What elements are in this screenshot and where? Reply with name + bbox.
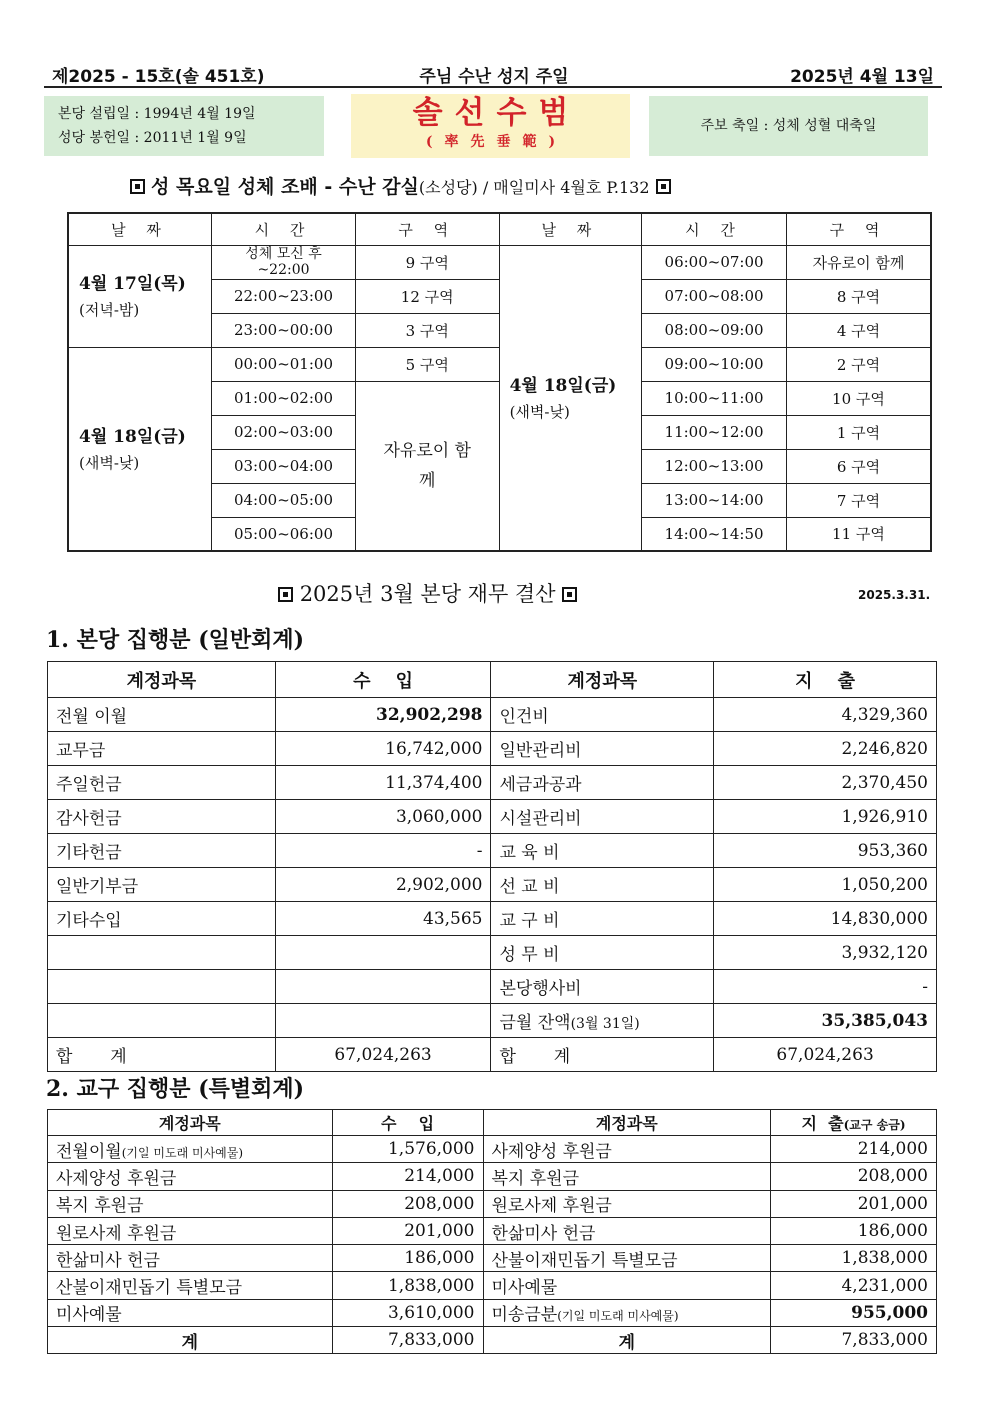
time-cell: 23:00~00:00 [212, 313, 356, 347]
date-cell: 4월 17일(목) (저녁-밤) [68, 245, 212, 347]
square-bullet-icon [278, 587, 293, 602]
table-row: 교무금 16,742,000 일반관리비 2,246,820 [48, 732, 937, 766]
patron-feast-box: 주보 축일 : 성체 성혈 대축일 [649, 96, 928, 156]
time-cell: 04:00~05:00 [212, 483, 356, 517]
bulletin-date: 2025년 4월 13일 [790, 67, 934, 87]
table-row: 원로사제 후원금 201,000 한삶미사 헌금 186,000 [48, 1217, 937, 1244]
time-cell: 11:00~12:00 [642, 415, 787, 449]
table-row: 한삶미사 헌금 186,000 산불이재민돕기 특별모금 1,838,000 [48, 1245, 937, 1272]
finance-as-of-date: 2025.3.31. [858, 588, 931, 602]
total-row: 합 계 67,024,263 합 계 67,024,263 [48, 1038, 937, 1072]
table-row: 미사예물 3,610,000 미송금분(기일 미도래 미사예물) 955,000 [48, 1299, 937, 1326]
table-row: 사제양성 후원금 214,000 복지 후원금 208,000 [48, 1163, 937, 1190]
free-zone-cell: 자유로이 함께 [355, 381, 499, 551]
square-bullet-icon [562, 587, 577, 602]
table-row: 기타헌금 - 교 육 비 953,360 [48, 834, 937, 868]
date-cell: 4월 18일(금) (새벽-낮) [68, 347, 212, 551]
zone-cell: 11 구역 [786, 517, 931, 551]
dedication-date: 성당 봉헌일 : 2011년 1월 9일 [58, 130, 247, 146]
zone-cell: 자유로이 함께 [786, 245, 931, 279]
time-cell: 14:00~14:50 [642, 517, 787, 551]
zone-cell: 5 구역 [355, 347, 499, 381]
time-cell: 05:00~06:00 [212, 517, 356, 551]
time-cell: 01:00~02:00 [212, 381, 356, 415]
feast-name: 주님 수난 성지 주일 [419, 67, 569, 87]
time-cell: 03:00~04:00 [212, 449, 356, 483]
date-cell: 4월 18일(금) (새벽-낮) [499, 245, 642, 551]
table-header-row: 계정과목 수 입 계정과목 지 출 [48, 662, 937, 698]
square-bullet-icon [130, 179, 145, 194]
table-header-row: 계정과목 수 입 계정과목 지 출(교구 송금) [48, 1110, 937, 1136]
time-cell: 00:00~01:00 [212, 347, 356, 381]
table-row: 전월이월(기일 미도래 미사예물) 1,576,000 사제양성 후원금 214,000 [48, 1136, 937, 1163]
table-row [68, 245, 931, 279]
zone-cell: 7 구역 [786, 483, 931, 517]
adoration-title: 성 목요일 성체 조배 - 수난 감실(소성당) / 매일미사 4월호 P.132 [130, 172, 671, 199]
total-row: 계 7,833,000 계 7,833,000 [48, 1327, 937, 1354]
table-row: 기타수입 43,565 교 구 비 14,830,000 [48, 902, 937, 936]
motto-hangul: 솔선수범 [412, 95, 581, 131]
special-account-heading: 2. 교구 집행분 (특별회계) [46, 1076, 305, 1102]
square-bullet-icon [656, 179, 671, 194]
time-cell: 12:00~13:00 [642, 449, 787, 483]
table-row: 성 무 비 3,932,120 [48, 936, 937, 970]
time-cell: 성체 모신 후 ~22:00 [212, 245, 356, 279]
time-cell: 13:00~14:00 [642, 483, 787, 517]
table-row: 주일헌금 11,374,400 세금과공과 2,370,450 [48, 766, 937, 800]
adoration-schedule-table [67, 212, 932, 552]
zone-cell: 12 구역 [355, 279, 499, 313]
zone-cell: 6 구역 [786, 449, 931, 483]
table-row [48, 1004, 937, 1038]
zone-cell: 1 구역 [786, 415, 931, 449]
motto-hanja: (率先垂範) [425, 134, 568, 150]
table-row: 복지 후원금 208,000 원로사제 후원금 201,000 [48, 1190, 937, 1217]
motto-box [351, 94, 630, 158]
bulletin-header [44, 62, 942, 88]
zone-cell: 8 구역 [786, 279, 931, 313]
table-row: 전월 이월 32,902,298 인건비 4,329,360 [48, 698, 937, 732]
parish-info-box [44, 96, 324, 156]
table-row: 본당행사비 - [48, 970, 937, 1004]
zone-cell: 9 구역 [355, 245, 499, 279]
finance-title: 2025년 3월 본당 재무 결산 [278, 578, 577, 608]
table-row: 감사헌금 3,060,000 시설관리비 1,926,910 [48, 800, 937, 834]
time-cell: 06:00~07:00 [642, 245, 787, 279]
time-cell: 22:00~23:00 [212, 279, 356, 313]
zone-cell: 3 구역 [355, 313, 499, 347]
issue-number: 제2025 - 15호(솔 451호) [52, 67, 265, 87]
zone-cell: 4 구역 [786, 313, 931, 347]
time-cell: 02:00~03:00 [212, 415, 356, 449]
table-header-row: 날 짜 시 간 구 역 날 짜 시 간 구 역 [68, 213, 931, 245]
general-account-heading: 1. 본당 집행분 (일반회계) [46, 627, 305, 653]
founding-date: 본당 설립일 : 1994년 4월 19일 [58, 106, 256, 122]
zone-cell: 10 구역 [786, 381, 931, 415]
table-row: 일반기부금 2,902,000 선 교 비 1,050,200 [48, 868, 937, 902]
time-cell: 08:00~09:00 [642, 313, 787, 347]
time-cell: 09:00~10:00 [642, 347, 787, 381]
zone-cell: 2 구역 [786, 347, 931, 381]
special-account-table [47, 1109, 937, 1354]
balance-label: 금월 잔액(3월 31일) [491, 1004, 714, 1038]
time-cell: 10:00~11:00 [642, 381, 787, 415]
general-account-table [47, 661, 937, 1072]
balance-amount: 35,385,043 [714, 1004, 937, 1038]
table-row: 산불이재민돕기 특별모금 1,838,000 미사예물 4,231,000 [48, 1272, 937, 1299]
time-cell: 07:00~08:00 [642, 279, 787, 313]
